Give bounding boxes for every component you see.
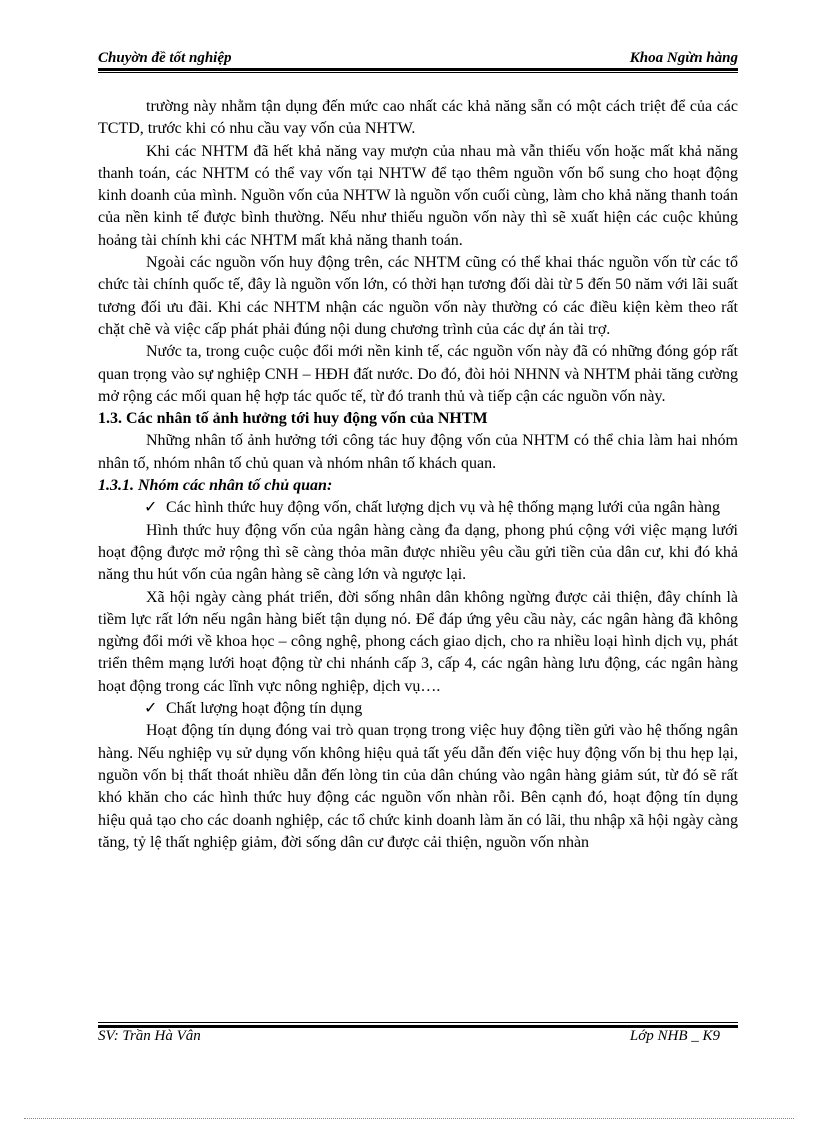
checklist-item — [98, 497, 738, 519]
paragraph: Khi các NHTM đã hết khả năng vay mượn của nhau mà vẫn thiếu vốn hoặc mất khả năng thanh toán, các NHTM có thể vay vốn tại NHTW để tạo thêm nguồn vốn bổ sung cho hoạt động kinh doanh của mình. Nguồn vốn của NHTW là nguồn vốn cuối cùng, làm cho khả năng thanh toán của nền kinh tế được bình thường. Nếu như thiếu nguồn vốn này thì sẽ xuất hiện các cuộc khủng hoảng tài chính khi các NHTM mất khả năng thanh toán. — [98, 142, 738, 249]
header-rule-thin — [98, 72, 738, 73]
header-department: Khoa Ngừn hàng — [629, 50, 738, 66]
page-header — [98, 48, 738, 70]
paragraph: Những nhân tố ảnh hưởng tới công tác huy động vốn của NHTM có thể chia làm hai nhóm nhân tố, nhóm nhân tố chủ quan và nhóm nhân tố khách quan. — [98, 432, 738, 472]
paragraph: Xã hội ngày càng phát triển, đời sống nhân dân không ngừng được cải thiện, đây chính là tiềm lực rất lớn nếu ngân hàng biết tận dụng nó. Để đáp ứng yêu cầu này, các ngân hàng đã không ngừng đổi mới về khoa học – công nghệ, phong cách giao dịch, cho ra nhiều loại hình dịch vụ, phát triển thêm mạng lưới hoạt động từ chi nhánh cấp 3, cấp 4, các ngân hàng lưu động, các ngân hàng hoạt động trong các lĩnh vực nông nghiệp, dịch vụ…. — [98, 588, 738, 695]
paragraph: trường này nhằm tận dụng đến mức cao nhất các khả năng sẵn có một cách triệt để của các TCTD, trước khi có nhu cầu vay vốn của NHTW. — [98, 98, 738, 138]
checklist-item-text: Các hình thức huy động vốn, chất lượng dịch vụ và hệ thống mạng lưới của ngân hàng — [166, 499, 720, 517]
checklist-item-text: Chất lượng hoạt động tín dụng — [166, 700, 363, 718]
footer-student: SV: Trần Hà Vân — [98, 1028, 201, 1044]
paragraph: Hình thức huy động vốn của ngân hàng càng đa dạng, phong phú cộng với việc mạng lưới hoạt động được mở rộng thì sẽ càng thỏa mãn được nhiều yêu cầu gửi tiền của dân cư, khi đó khả năng thu hút vốn của ngân hàng sẽ càng lớn và ngược lại. — [98, 521, 738, 584]
footer-rule-thin — [98, 1022, 738, 1023]
page-boundary — [24, 1118, 794, 1119]
header-title: Chuyờn đề tốt nghiệp — [98, 50, 232, 66]
footer-class: Lớp NHB _ K9 — [629, 1028, 720, 1044]
section-heading: 1.3. Các nhân tố ảnh hưởng tới huy động vốn của NHTM — [98, 410, 488, 428]
paragraph: Ngoài các nguồn vốn huy động trên, các NHTM cũng có thể khai thác nguồn vốn từ các tổ chức tài chính quốc tế, đây là nguồn vốn lớn, có thời hạn tương đối dài từ 5 đến 50 năm với lãi suất tương đối ưu đãi. Khi các NHTM nhận các nguồn vốn này thường có các điều kiện kèm theo rất chặt chẽ và việc cấp phát phải đúng nội dung chương trình của các dự án tài trợ. — [98, 254, 738, 338]
paragraph: Nước ta, trong cuộc cuộc đổi mới nền kinh tế, các nguồn vốn này đã có những đóng góp rất quan trọng vào sự nghiệp CNH – HĐH đất nước. Do đó, đòi hỏi NHNN và NHTM phải tăng cường mở rộng các mối quan hệ hợp tác quốc tế, từ đó tranh thủ và tiếp cận các nguồn vốn này. — [98, 343, 738, 405]
checklist-item — [98, 698, 738, 720]
header-rule-thick — [98, 68, 738, 71]
subsection-heading: 1.3.1. Nhóm các nhân tố chủ quan: — [98, 477, 333, 495]
paragraph: Hoạt động tín dụng đóng vai trò quan trọng trong việc huy động tiền gửi vào hệ thống ngân hàng. Nếu nghiệp vụ sử dụng vốn không hiệu quả tất yếu dẫn đến việc huy động vốn bị thu hẹp lại, nguồn vốn bị thất thoát nhiều dẫn đến lòng tin của dân chúng vào ngân hàng giảm sút, từ đó sẽ rất khó khăn cho các hình thức huy động các nguồn vốn nhàn rỗi. Bên cạnh đó, hoạt động tín dụng hiệu quả tạo cho các doanh nghiệp, các tổ chức kinh doanh làm ăn có lãi, thu nhập xã hội ngày càng tăng, tỷ lệ thất nghiệp giảm, đời sống dân cư được cải thiện, nguồn vốn nhàn — [98, 722, 739, 851]
document-body — [98, 96, 738, 854]
checkmark-icon: ✓ — [144, 700, 158, 718]
checkmark-icon: ✓ — [144, 499, 158, 517]
